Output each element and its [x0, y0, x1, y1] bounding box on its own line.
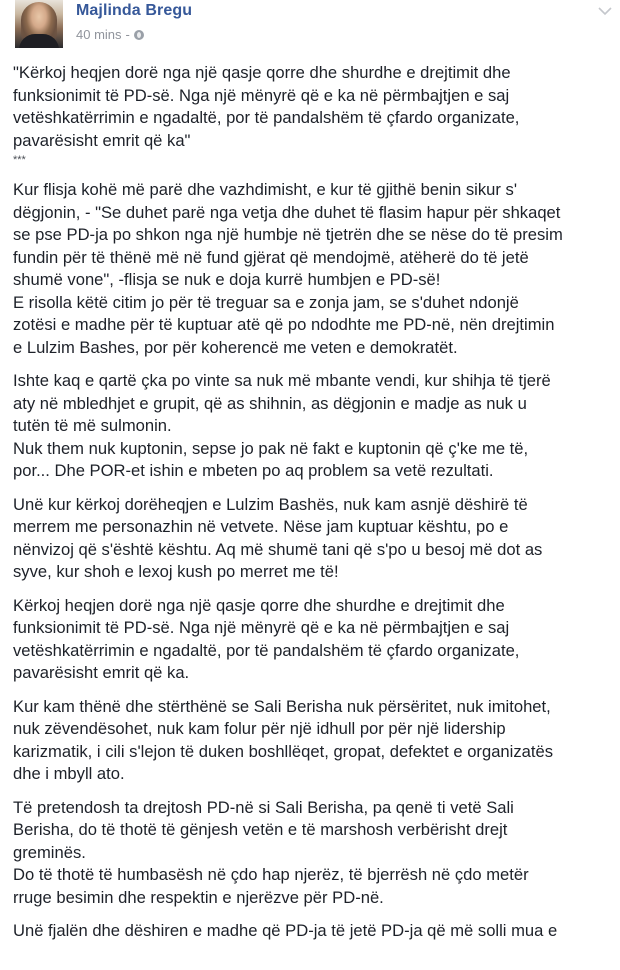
post-body [13, 62, 613, 954]
text-line: e Lulzim Bashes, por për koherencë me veten e demokratët. [13, 337, 458, 357]
text-line: vetëshkatërrimin e ngadaltë, por të pandalshëm të çfardo organizate, [13, 108, 520, 127]
post-paragraph-quote [13, 62, 613, 168]
text-line: Do të thotë të humbasësh në çdo hap njerëz, të bjerrësh në çdo metër [13, 865, 529, 884]
text-line: vetëshkatërrimin e ngadaltë, por të pandalshëm të çfardo organizate, [13, 640, 520, 660]
text-line: merrem me personazhin në vetvete. Nëse jam kuptuar kështu, po e [13, 517, 509, 536]
text-line: Të pretendosh ta drejtosh PD-në si Sali Berisha, pa qenë ti vetë Sali [13, 797, 514, 817]
text-line: zotësi e madhe për të kuptuar atë që po ndodhte me PD-në, nën drejtimin [13, 315, 555, 334]
text-line: dëgjonin, - "Se duhet parë nga vetja dhe duhet të flasim hapur për shkaqet [13, 202, 561, 222]
text-line: E risolla këtë citim jo për të treguar sa e zonja jam, se s'duhet ndonjë [13, 292, 519, 312]
post-header [0, 0, 620, 52]
post-paragraph [13, 696, 613, 786]
text-line: pavarësisht emrit që ka" [13, 130, 191, 150]
meta-separator: - [125, 27, 130, 42]
chevron-down-icon[interactable] [598, 6, 612, 16]
text-line: Nuk them nuk kuptonin, sepse jo pak në fakt e kuptonin që ç'ke me të, [13, 438, 529, 458]
text-line: Kërkoj heqjen dorë nga një qasje qorre dhe shurdhe e drejtimit dhe [13, 595, 505, 615]
post-paragraph [13, 595, 613, 685]
post-paragraph [13, 920, 613, 943]
text-line: greminës. [13, 842, 86, 862]
text-line: Kur flisja kohë më parë dhe vazhdimisht, e kur të gjithë benin sikur s' [13, 180, 517, 199]
text-line: karizmatik, i cili s'lejon të duken boshllëqet, gropat, defektet e organizatës [13, 741, 553, 761]
text-line: aty në mbledhjet e grupit, që as shihnin, as dëgjonin e madje as nuk u [13, 393, 527, 413]
text-line: pavarësisht emrit që ka. [13, 663, 190, 682]
author-avatar[interactable] [15, 0, 63, 48]
text-line: dhe i mbyll ato. [13, 764, 125, 783]
globe-icon[interactable] [134, 30, 144, 40]
section-divider-stars: *** [13, 154, 26, 166]
text-line: Ishte kaq e qartë çka po vinte sa nuk më mbante vendi, kur shihja të tjerë [13, 371, 551, 390]
text-line: Kur kam thënë dhe stërthënë se Sali Berisha nuk përsëritet, nuk imitohet, [13, 696, 551, 716]
text-line: por... Dhe POR-et ishin e mbeten po aq problem sa vetë rezultati. [13, 461, 494, 480]
author-name-link[interactable]: Majlinda Bregu [76, 2, 193, 19]
text-line: nënvizoj që s'është kështu. Aq më shumë tani që s'po u besoj më dot as [13, 539, 543, 559]
text-line: syve, kur shoh e lexoj kush po merret me të! [13, 562, 339, 581]
text-line: shumë vone", -flisja se nuk e doja kurrë humbjen e PD-së! [13, 270, 441, 289]
post-meta [76, 27, 144, 42]
text-line: Unë kur kërkoj dorëheqjen e Lulzim Bashës, nuk kam asnjë dëshirë të [13, 494, 528, 514]
post-paragraph [13, 494, 613, 584]
text-line: tutën të më sulmonin. [13, 416, 172, 435]
text-line: rruge besimin dhe respektin e njerëzve për PD-në. [13, 887, 384, 907]
text-line: "Kërkoj heqjen dorë nga një qasje qorre dhe shurdhe e drejtimit dhe [13, 63, 511, 82]
text-line: fundin për të thënë më në fund gjërat që mendojmë, atëherë do të jetë [13, 247, 529, 267]
post-paragraph [13, 179, 613, 359]
post-paragraph [13, 797, 613, 910]
post-paragraph [13, 370, 613, 483]
text-line: se pse PD-ja po shkon nga një humbje në tjetrën dhe se nëse do të presim [13, 225, 563, 244]
text-line: funksionimit të PD-së. Nga një mënyrë që e ka në përmbajtjen e saj [13, 85, 510, 105]
text-line: Berisha, do të thotë të gënjesh vetën e të marshosh verbërisht drejt [13, 820, 508, 839]
text-line: nuk zëvendësohet, nuk kam folur për një idhull por për një lidership [13, 719, 506, 738]
text-line: funksionimit të PD-së. Nga një mënyrë që e ka në përmbajtjen e saj [13, 618, 510, 637]
text-line: Unë fjalën dhe dëshiren e madhe që PD-ja të jetë PD-ja që më solli mua e [13, 921, 558, 940]
post-timestamp[interactable]: 40 mins [76, 27, 122, 42]
